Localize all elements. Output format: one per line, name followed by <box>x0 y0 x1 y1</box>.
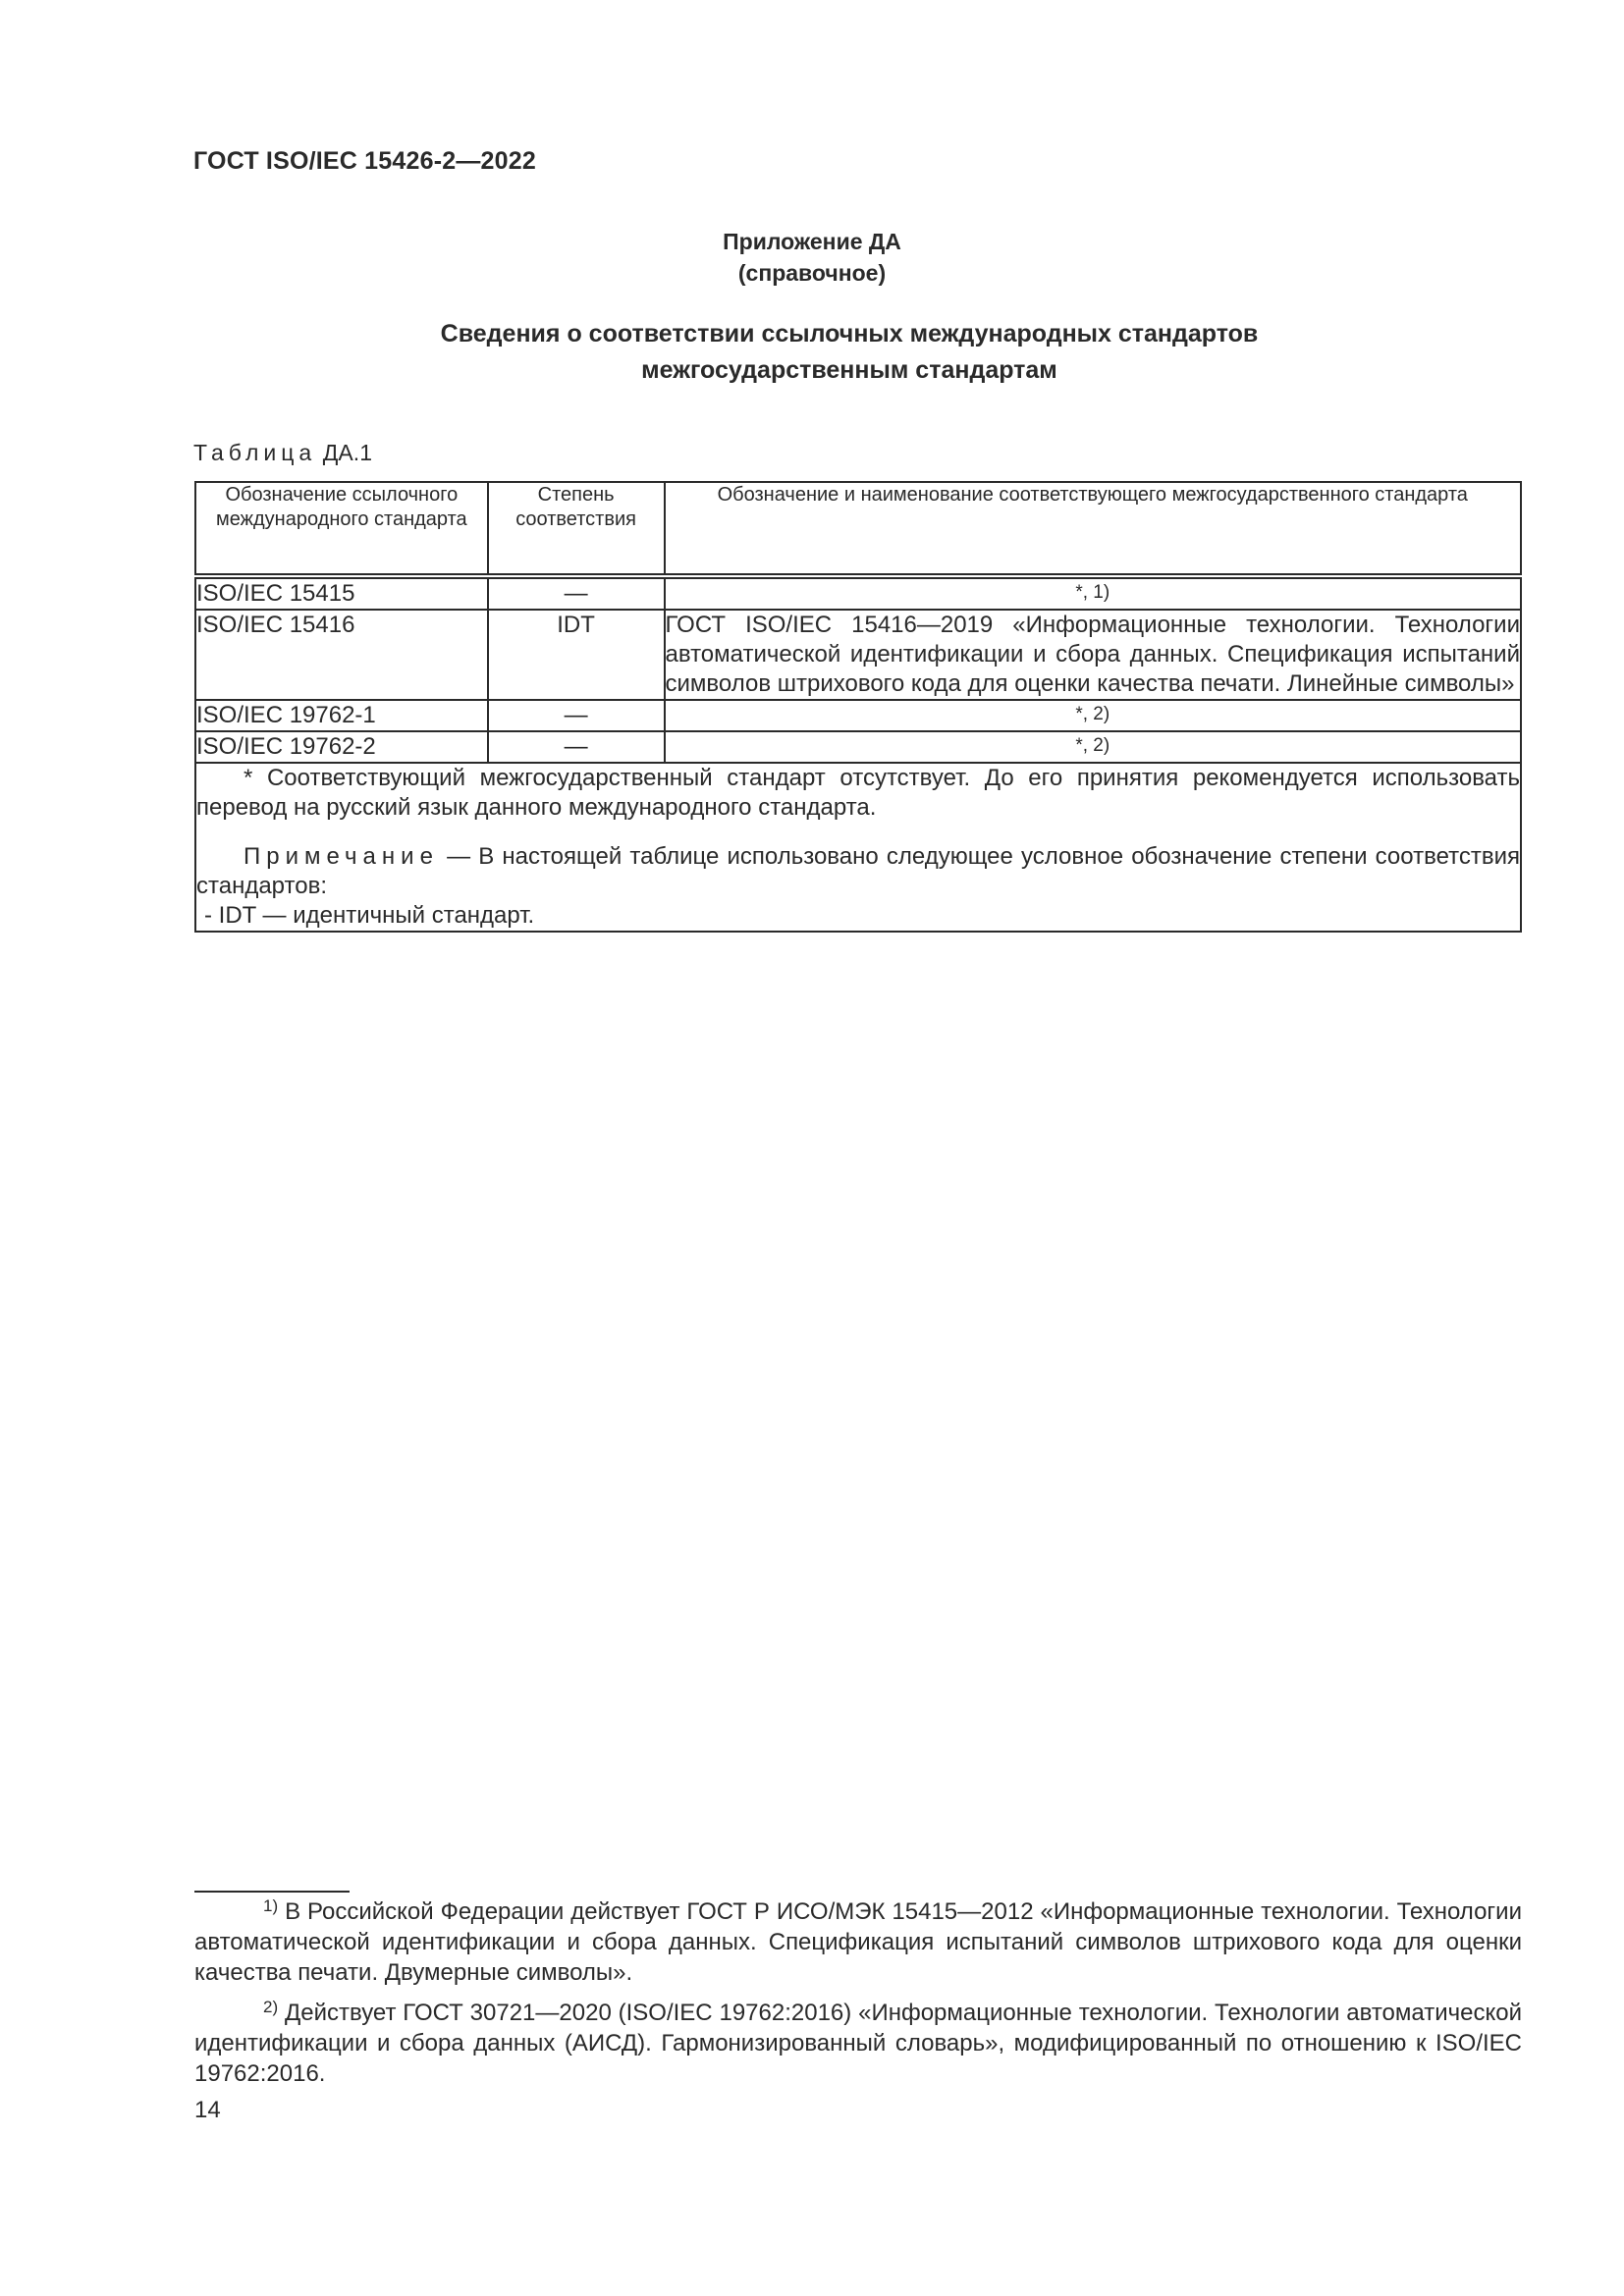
table-header-row <box>195 482 1521 576</box>
row-interstate-standard: ГОСТ ISO/IEC 15416—2019 «Информационные технологии. Технологии автоматической идентификации и сбора данных. Спецификация испытаний символов штрихового кода для оценки качества печати. Линейные символы» <box>665 610 1521 700</box>
table-row <box>195 731 1521 763</box>
footnote-separator <box>194 1891 350 1893</box>
footnote-1 <box>194 1896 1522 1988</box>
header-interstate-standard: Обозначение и наименование соответствующего межгосударственного стандарта <box>665 482 1521 576</box>
footnote-mark: 2) <box>263 1998 279 2016</box>
row-degree: — <box>488 700 665 731</box>
row-ref-mark: *, 1) <box>665 576 1521 610</box>
footnote-mark: 1) <box>263 1896 279 1915</box>
table-notes <box>195 763 1521 932</box>
footnote-2 <box>194 1998 1522 2089</box>
section-title <box>0 316 1624 389</box>
table-caption-number: ДА.1 <box>322 440 373 465</box>
table-row <box>195 610 1521 700</box>
remark-label: Примечание <box>244 843 439 870</box>
header-degree: Степень соответствия <box>488 482 665 576</box>
row-standard-id: ISO/IEC 15416 <box>195 610 488 700</box>
standards-table <box>194 481 1522 933</box>
table-caption <box>193 440 372 466</box>
page-number: 14 <box>194 2097 221 2123</box>
row-standard-id: ISO/IEC 19762-1 <box>195 700 488 731</box>
remark-text: — В настоящей таблице использовано следующее условное обозначение степени соответствия стандартов: <box>196 843 1520 899</box>
row-ref-mark: *, 2) <box>665 731 1521 763</box>
remark-list-item: - IDT — идентичный стандарт. <box>204 902 535 929</box>
footnote-text: В Российской Федерации действует ГОСТ Р ИСО/МЭК 15415—2012 «Информационные технологии. Технологии автоматической идентификации и сбора данных. Спецификация испытаний символов штрихового кода для оценки качества печати. Двумерные символы». <box>194 1898 1522 1986</box>
row-standard-id: ISO/IEC 19762-2 <box>195 731 488 763</box>
table-row <box>195 700 1521 731</box>
star-note: * Соответствующий межгосударственный стандарт отсутствует. До его принятия рекомендуется использовать перевод на русский язык данного международного стандарта. <box>196 765 1520 821</box>
appendix-kind: (справочное) <box>737 260 887 286</box>
table-notes-row <box>195 763 1521 932</box>
row-ref-mark: *, 2) <box>665 700 1521 731</box>
document-code: ГОСТ ISO/IEC 15426-2—2022 <box>193 147 536 175</box>
section-title-line-2: межгосударственным стандартам <box>641 356 1057 384</box>
section-title-line-1: Сведения о соответствии ссылочных международных стандартов <box>440 320 1259 347</box>
row-standard-id: ISO/IEC 15415 <box>195 576 488 610</box>
row-degree: — <box>488 731 665 763</box>
appendix-title: Приложение ДА <box>723 229 901 254</box>
row-degree: — <box>488 576 665 610</box>
table-row <box>195 576 1521 610</box>
table-caption-word: Таблица <box>193 440 317 465</box>
header-ref-standard: Обозначение ссылочного международного стандарта <box>195 482 488 576</box>
row-degree: IDT <box>488 610 665 700</box>
appendix-heading <box>0 226 1624 289</box>
footnote-text: Действует ГОСТ 30721—2020 (ISO/IEC 19762:2016) «Информационные технологии. Технологии автоматической идентификации и сбора данных (АИСД). Гармонизированный словарь», модифицированный по отношению к ISO/IEC 19762:2016. <box>194 2000 1522 2087</box>
remark <box>196 842 1520 901</box>
